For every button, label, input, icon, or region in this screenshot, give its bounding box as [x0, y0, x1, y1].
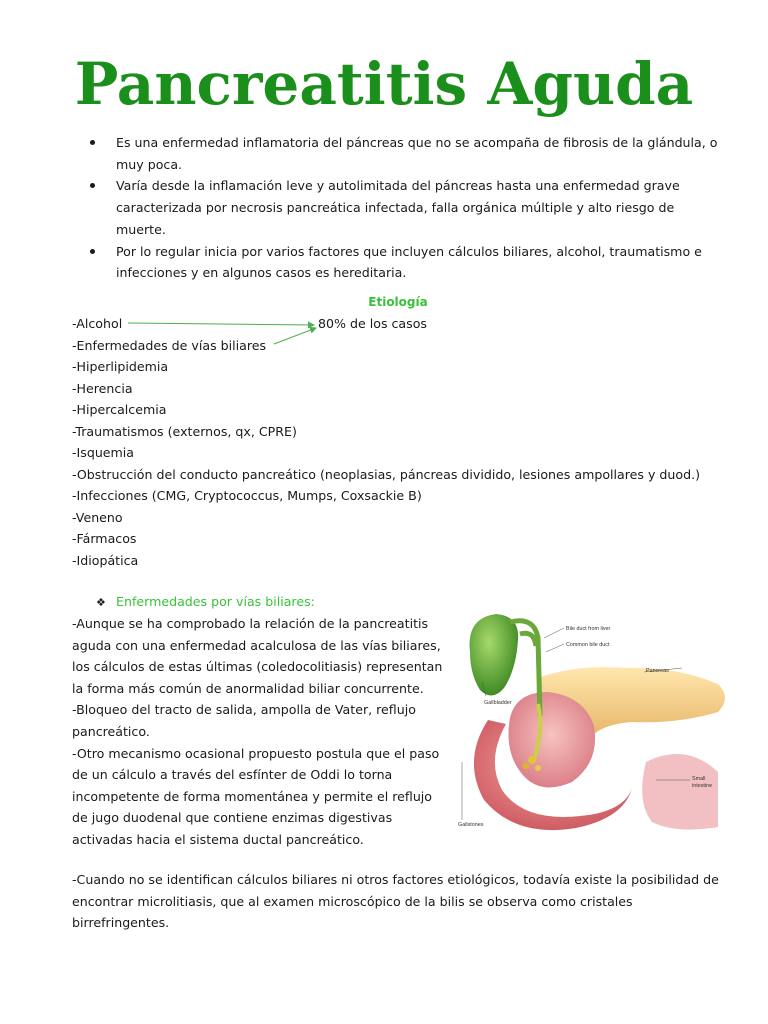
microlithiasis-text — [72, 869, 722, 934]
label-gallbladder: Gallbladder — [484, 700, 512, 706]
intro-bullet-text: Es una enfermedad inflamatoria del páncreas que no se acompaña de fibrosis de la glándula, o muy poca. — [116, 135, 718, 172]
intro-bullet-text: Por lo regular inicia por varios factores que incluyen cálculos biliares, alcohol, traumatismo e infecciones y en algunos casos es hereditaria. — [116, 243, 702, 281]
intro-bullet-list — [74, 132, 724, 284]
label-common-bile-duct: Common bile duct — [566, 642, 610, 648]
label-pancreas: Pancreas — [646, 668, 669, 674]
intro-bullet-text: Varía desde la inflamación leve y autolimitada del páncreas hasta una enfermedad grave caracterizada por necrosis pancreática infectada, falla orgánica múltiple y alto riesgo de muerte. — [116, 178, 680, 237]
label-small-intestine: intestine — [692, 783, 713, 789]
biliary-paragraph: -Aunque se ha comprobado la relación de la pancreatitis aguda con una enfermedad acalculosa de las vías biliares, los cálculos de estas últimas (coledocolitiasis) representan la forma más común de anormalidad biliar concurrente. — [72, 616, 443, 696]
biliary-text — [72, 613, 444, 851]
etiology-item: -Isquemia — [72, 445, 135, 460]
biliary-paragraph: -Otro mecanismo ocasional propuesto postula que el paso de un cálculo a través del esfínter de Oddi lo torna incompetente de forma momentánea y permite el reflujo de jugo duodenal que contiene enzimas digestivas activadas hacia el sistema ductal pancreático. — [72, 745, 440, 847]
biliary-heading-text: Enfermedades por vías biliares: — [116, 594, 315, 609]
label-gallstones: Gallstones — [458, 822, 484, 828]
gallstone-dot — [523, 763, 529, 769]
biliary-paragraph: -Bloqueo del tracto de salida, ampolla de Vater, reflujo pancreático. — [72, 702, 416, 739]
etiology-percentage-note: 80% de los casos — [318, 316, 427, 331]
intro-bullet — [74, 241, 724, 284]
label-small-intestine: Small — [692, 776, 706, 782]
intro-bullet — [74, 175, 724, 240]
bullet-dot-icon — [90, 140, 95, 145]
etiology-item: -Enfermedades de vías biliares — [72, 337, 267, 353]
page-title: Pancreatitis Aguda — [74, 50, 694, 118]
etiology-item: -Infecciones (CMG, Cryptococcus, Mumps, Coxsackie B) — [72, 488, 422, 503]
intro-bullet — [74, 132, 724, 175]
etiology-item: -Traumatismos (externos, qx, CPRE) — [72, 423, 297, 439]
gallstone-dot — [535, 765, 541, 771]
leader-line — [544, 628, 564, 638]
etiology-item: -Hipercalcemia — [72, 402, 167, 417]
biliary-heading — [96, 592, 315, 613]
etiology-item: -Alcohol — [72, 316, 123, 331]
etiology-item: -Obstrucción del conducto pancreático (neoplasias, páncreas dividido, lesiones ampollares y duod.) — [72, 466, 701, 482]
etiology-item: -Herencia — [72, 380, 133, 396]
etiology-item: -Veneno — [72, 509, 123, 525]
microlithiasis-paragraph: -Cuando no se identifican cálculos biliares ni otros factores etiológicos, todavía existe la posibilidad de encontrar microlitiasis, que al examen microscópico de la bilis se observa como cristales birrefringentes. — [72, 872, 719, 931]
etiology-item: -Hiperlipidemia — [72, 359, 169, 374]
pancreas-anatomy-illustration — [456, 612, 728, 832]
bullet-dot-icon — [90, 183, 95, 188]
etiology-heading: Etiología — [368, 295, 428, 309]
small-intestine-shape — [642, 754, 718, 830]
etiology-item: -Fármacos — [72, 531, 137, 546]
label-bile-duct-from-liver: Bile duct from liver — [566, 626, 611, 632]
etiology-item: -Idiopática — [72, 552, 139, 568]
bullet-dot-icon — [90, 249, 95, 254]
leader-line — [546, 644, 564, 652]
etiology-list — [72, 313, 752, 571]
gallbladder-shape — [470, 614, 519, 696]
diamond-bullet-icon: ❖ — [96, 596, 106, 609]
gallstone-dot — [528, 756, 536, 764]
